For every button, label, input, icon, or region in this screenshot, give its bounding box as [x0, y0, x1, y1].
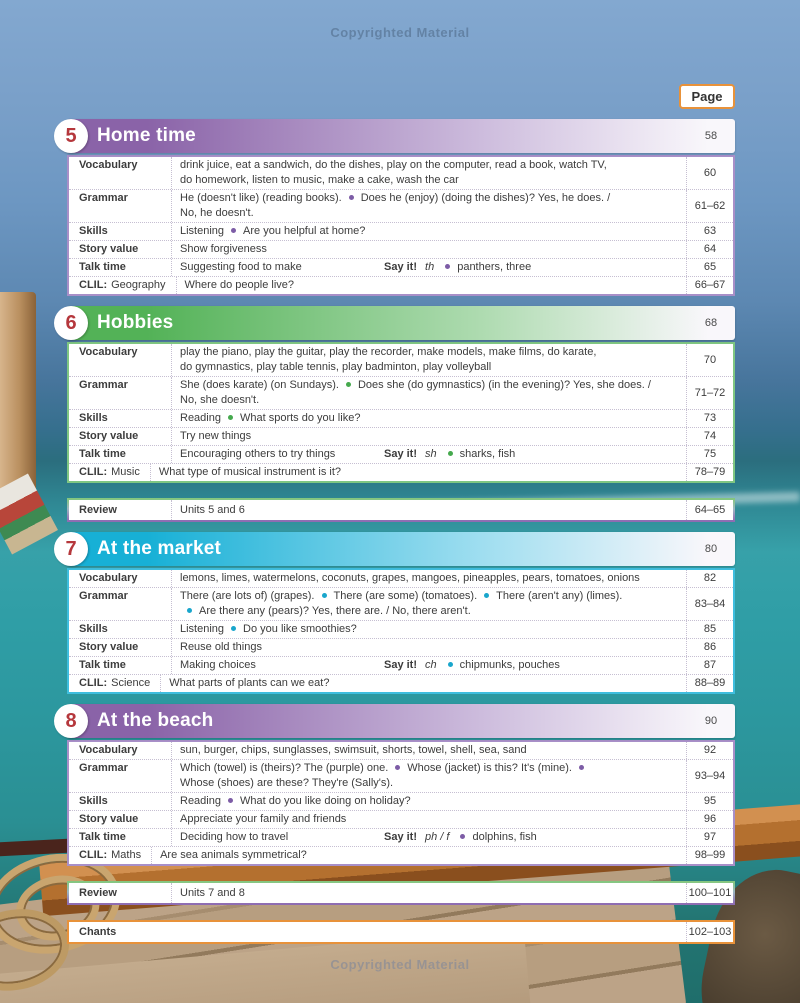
- table-row: [69, 410, 733, 428]
- unit-title: At the market: [97, 538, 222, 559]
- say-it-label: Say it!: [384, 448, 418, 460]
- unit-header: [67, 306, 735, 340]
- row-label: Skills: [69, 410, 172, 427]
- row-content: [172, 190, 686, 222]
- clil-prefix: CLIL:: [79, 279, 108, 291]
- page-number: 74: [686, 428, 733, 445]
- bullet-dot: [484, 593, 489, 598]
- bullet-dot: [579, 765, 584, 770]
- clil-prefix: CLIL:: [79, 677, 108, 689]
- row-text: There (aren't any) (limes).: [496, 590, 623, 602]
- unit-title: Hobbies: [97, 312, 174, 333]
- clil-subject: Music: [111, 466, 140, 478]
- page-number: 75: [686, 446, 733, 463]
- row-content: [172, 223, 686, 240]
- table-row: [69, 190, 733, 223]
- bullet-dot: [460, 834, 465, 839]
- page-number: 98–99: [686, 847, 733, 864]
- talk-activity: Deciding how to travel: [180, 831, 289, 843]
- say-it-label: Say it!: [384, 659, 418, 671]
- row-content: [172, 157, 686, 189]
- row-label: Skills: [69, 793, 172, 810]
- page-number: 97: [686, 829, 733, 846]
- talk-activity: Suggesting food to make: [180, 261, 302, 273]
- row-content: [172, 377, 686, 409]
- bullet-dot: [448, 451, 453, 456]
- row-content: [172, 793, 686, 810]
- row-label: Skills: [69, 223, 172, 240]
- page-number: 63: [686, 223, 733, 240]
- row-text: No, he doesn't.: [180, 207, 254, 219]
- page-number: 82: [686, 570, 733, 587]
- row-text: Reading: [180, 795, 221, 807]
- table-row: [69, 811, 733, 829]
- clil-prefix: CLIL:: [79, 849, 108, 861]
- row-text: Are there any (pears)? Yes, there are. / No, there aren't.: [199, 605, 471, 617]
- row-text: Do you like smoothies?: [243, 623, 357, 635]
- page-number: 85: [686, 621, 733, 638]
- row-content: [172, 259, 686, 276]
- unit-page-number: 68: [704, 317, 718, 329]
- row-label: Review: [69, 500, 172, 520]
- row-label: Vocabulary: [69, 742, 172, 759]
- table-row: [69, 829, 733, 847]
- watermark-bottom: Copyrighted Material: [330, 957, 470, 972]
- page-number: 100–101: [686, 883, 733, 903]
- unit-page-number: 58: [704, 130, 718, 142]
- row-label: Vocabulary: [69, 157, 172, 189]
- row-content: [172, 588, 686, 620]
- row-label: Grammar: [69, 190, 172, 222]
- block-gap: [67, 866, 735, 874]
- unit-table: [67, 740, 735, 866]
- row-content: [172, 657, 686, 674]
- unit-page-number: 80: [704, 543, 718, 555]
- row-label: Vocabulary: [69, 344, 172, 376]
- example-words: dolphins, fish: [472, 831, 537, 843]
- bullet-dot: [231, 228, 236, 233]
- table-row: [69, 793, 733, 811]
- unit-table: [67, 568, 735, 694]
- table-row: [69, 377, 733, 410]
- row-content: [172, 621, 686, 638]
- page-number: 95: [686, 793, 733, 810]
- page-number: 96: [686, 811, 733, 828]
- row-content: [171, 931, 686, 933]
- bullet-dot: [448, 662, 453, 667]
- page-number: 65: [686, 259, 733, 276]
- bullet-dot: [231, 626, 236, 631]
- row-label: Vocabulary: [69, 570, 172, 587]
- row-text: Show forgiveness: [180, 243, 267, 255]
- page-number: 83–84: [686, 588, 733, 620]
- page-number: 64–65: [686, 500, 733, 520]
- row-label: Grammar: [69, 760, 172, 792]
- row-text: lemons, limes, watermelons, coconuts, grapes, mangoes, pineapples, pears, tomatoes, onions: [180, 572, 640, 584]
- table-row: [69, 344, 733, 377]
- block-gap: [67, 483, 735, 491]
- bullet-dot: [395, 765, 400, 770]
- row-label: Grammar: [69, 588, 172, 620]
- block-gap: [67, 522, 735, 530]
- unit-number-badge: 7: [54, 532, 88, 566]
- table-row: [69, 847, 733, 864]
- page-number: 102–103: [686, 922, 733, 942]
- row-text: do homework, listen to music, make a cake, wash the car: [180, 174, 459, 186]
- row-label: [69, 277, 177, 294]
- unit-table: [67, 155, 735, 296]
- bullet-dot: [228, 798, 233, 803]
- row-content: Units 7 and 8: [180, 887, 245, 899]
- row-label: [69, 464, 151, 481]
- row-label: Skills: [69, 621, 172, 638]
- page-number: 60: [686, 157, 733, 189]
- phoneme: ph / f: [425, 831, 450, 843]
- table-row: [69, 588, 733, 621]
- bullet-dot: [346, 382, 351, 387]
- review-row: [67, 498, 735, 522]
- unit-number-badge: 6: [54, 306, 88, 340]
- row-text: There (are lots of) (grapes).: [180, 590, 315, 602]
- row-text: sun, burger, chips, sunglasses, swimsuit, shorts, towel, shell, sea, sand: [180, 744, 527, 756]
- table-row: [69, 675, 733, 692]
- unit-table: [67, 342, 735, 483]
- table-row: [69, 621, 733, 639]
- row-label: Talk time: [69, 446, 172, 463]
- unit-header: [67, 119, 735, 153]
- review-row: [67, 881, 735, 905]
- say-it-label: Say it!: [384, 261, 418, 273]
- row-label: Chants: [79, 926, 117, 938]
- page-number: 86: [686, 639, 733, 656]
- row-text: He (doesn't like) (reading books).: [180, 192, 342, 204]
- row-content: [172, 760, 686, 792]
- clil-subject: Science: [111, 677, 151, 689]
- table-row: [69, 223, 733, 241]
- row-content: [152, 847, 686, 864]
- row-content: [172, 446, 686, 463]
- row-label: Story value: [69, 639, 172, 656]
- row-text: drink juice, eat a sandwich, do the dishes, play on the computer, read a book, watch TV,: [180, 159, 607, 171]
- say-it-label: Say it!: [384, 831, 418, 843]
- row-text: Does she (do gymnastics) (in the evening)? Yes, she does. /: [357, 379, 651, 391]
- phoneme: ch: [425, 659, 437, 671]
- table-row: [69, 157, 733, 190]
- row-label: Talk time: [69, 829, 172, 846]
- page-number: 73: [686, 410, 733, 427]
- block-gap: [67, 694, 735, 702]
- row-label: Talk time: [69, 657, 172, 674]
- clil-subject: Maths: [111, 849, 142, 861]
- contents-column: [67, 84, 735, 944]
- row-content: [172, 639, 686, 656]
- unit-header: [67, 532, 735, 566]
- table-row: [69, 428, 733, 446]
- page-number: 70: [686, 344, 733, 376]
- page-number: 61–62: [686, 190, 733, 222]
- table-row: [69, 464, 733, 481]
- page-number: 71–72: [686, 377, 733, 409]
- row-text: Appreciate your family and friends: [180, 813, 347, 825]
- phoneme: th: [425, 261, 435, 273]
- row-text: Listening: [180, 225, 225, 237]
- row-text: Which (towel) is (theirs)? The (purple) one.: [180, 762, 389, 774]
- example-words: sharks, fish: [459, 448, 516, 460]
- table-row: [69, 657, 733, 675]
- clil-subject: Geography: [111, 279, 166, 291]
- block-gap: [67, 109, 735, 117]
- talk-activity: Encouraging others to try things: [180, 448, 336, 460]
- unit-header: [67, 704, 735, 738]
- row-content: [177, 277, 686, 294]
- row-text: Does he (enjoy) (doing the dishes)? Yes, he does. /: [360, 192, 611, 204]
- table-row: [69, 446, 733, 464]
- row-text: No, she doesn't.: [180, 394, 260, 406]
- unit-number-badge: 8: [54, 704, 88, 738]
- page-number: 92: [686, 742, 733, 759]
- row-label: [69, 847, 152, 864]
- table-row: [69, 760, 733, 793]
- row-content: [172, 241, 686, 258]
- row-content: [172, 344, 686, 376]
- row-text: What do you like doing on holiday?: [239, 795, 411, 807]
- page-column-header: Page: [679, 84, 735, 109]
- page-number: 78–79: [686, 464, 733, 481]
- bullet-dot: [445, 264, 450, 269]
- row-text: What type of musical instrument is it?: [158, 466, 342, 478]
- row-text: do gymnastics, play table tennis, play badminton, play volleyball: [180, 361, 492, 373]
- block-gap: [67, 296, 735, 304]
- clil-prefix: CLIL:: [79, 466, 108, 478]
- block-gap: [67, 905, 735, 913]
- page-tab-row: [67, 84, 735, 109]
- row-content: [161, 675, 686, 692]
- row-label: Grammar: [69, 377, 172, 409]
- talk-activity: Making choices: [180, 659, 256, 671]
- row-text: Listening: [180, 623, 225, 635]
- row-label: Story value: [69, 241, 172, 258]
- example-words: panthers, three: [457, 261, 532, 273]
- wooden-post: [0, 292, 36, 507]
- table-row: [69, 742, 733, 760]
- row-content: [172, 829, 686, 846]
- row-content: Units 5 and 6: [180, 504, 245, 516]
- row-text: Reuse old things: [180, 641, 262, 653]
- unit-page-number: 90: [704, 715, 718, 727]
- row-content: [172, 811, 686, 828]
- row-content: [151, 464, 686, 481]
- row-label: Story value: [69, 811, 172, 828]
- row-content: [172, 410, 686, 427]
- table-row: [69, 639, 733, 657]
- table-row: [69, 570, 733, 588]
- table-row: [69, 277, 733, 294]
- row-label: Talk time: [69, 259, 172, 276]
- row-text: Where do people live?: [184, 279, 295, 291]
- bullet-dot: [228, 415, 233, 420]
- row-content: [172, 742, 686, 759]
- bullet-dot: [349, 195, 354, 200]
- row-content: [172, 570, 686, 587]
- table-row: [69, 259, 733, 277]
- row-text: What sports do you like?: [239, 412, 361, 424]
- unit-title: At the beach: [97, 710, 214, 731]
- row-text: Are you helpful at home?: [243, 225, 366, 237]
- row-text: Whose (jacket) is this? It's (mine).: [407, 762, 572, 774]
- row-label: Review: [69, 883, 172, 903]
- page-number: 66–67: [686, 277, 733, 294]
- row-label: Story value: [69, 428, 172, 445]
- chants-row: [67, 920, 735, 944]
- row-text: Whose (shoes) are these? They're (Sally's).: [180, 777, 394, 789]
- example-words: chipmunks, pouches: [459, 659, 560, 671]
- row-text: play the piano, play the guitar, play the recorder, make models, make films, do karate,: [180, 346, 597, 358]
- bullet-dot: [187, 608, 192, 613]
- row-text: Try new things: [180, 430, 252, 442]
- page-number: 88–89: [686, 675, 733, 692]
- phoneme: sh: [425, 448, 437, 460]
- unit-number-badge: 5: [54, 119, 88, 153]
- row-text: What parts of plants can we eat?: [169, 677, 330, 689]
- page-number: 64: [686, 241, 733, 258]
- watermark-top: Copyrighted Material: [330, 25, 470, 40]
- page-number: 93–94: [686, 760, 733, 792]
- unit-title: Home time: [97, 125, 196, 146]
- page-number: 87: [686, 657, 733, 674]
- row-text: Are sea animals symmetrical?: [160, 849, 307, 861]
- row-content: [172, 428, 686, 445]
- table-row: [69, 241, 733, 259]
- row-text: She (does karate) (on Sundays).: [180, 379, 339, 391]
- row-text: Reading: [180, 412, 221, 424]
- row-label: [69, 675, 161, 692]
- row-text: There (are some) (tomatoes).: [333, 590, 478, 602]
- bullet-dot: [322, 593, 327, 598]
